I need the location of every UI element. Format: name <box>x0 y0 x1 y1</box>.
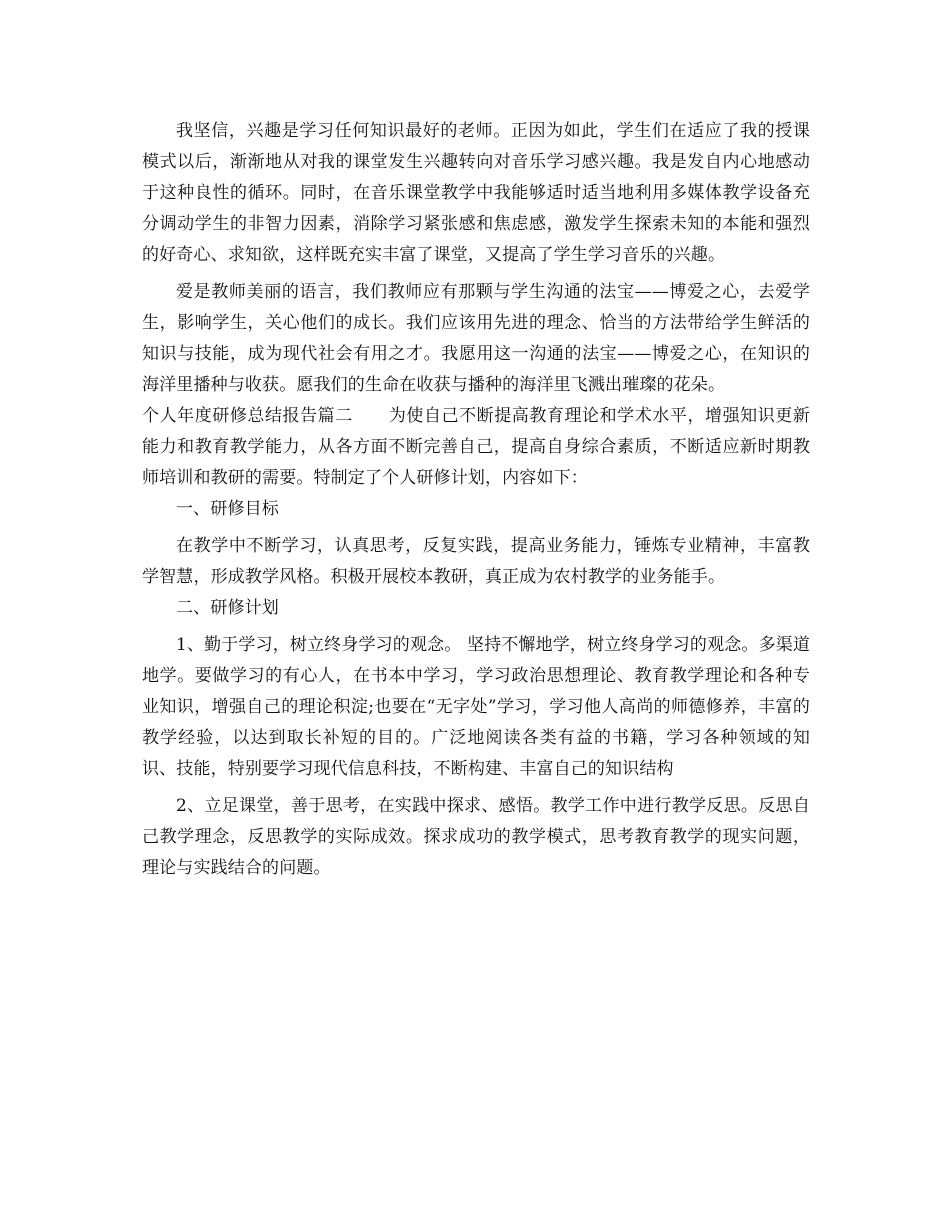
section-body-goals: 在教学中不断学习，认真思考，反复实践，提高业务能力，锤炼专业精神，丰富教学智慧，形成教学风格。积极开展校本教研，真正成为农村教学的业务能手。 <box>142 536 810 587</box>
document-page <box>142 116 810 884</box>
section-heading-goals: 一、研修目标 <box>176 499 279 519</box>
paragraph-love: 爱是教师美丽的语言，我们教师应有那颗与学生沟通的法宝——博爱之心，去爱学生，影响学生，关心他们的成长。我们应该用先进的理念、恰当的方法带给学生鲜活的知识与技能，成为现代社会有用之才。我愿用这一沟通的法宝——博爱之心，在知识的海洋里播种与收获。愿我们的生命在收获与播种的海洋里飞溅出璀璨的花朵。 <box>142 282 810 395</box>
plan-item-2: 2、立足课堂，善于思考，在实践中探求、感悟。教学工作中进行教学反思。反思自己教学理念，反思教学的实际成效。探求成功的教学模式，思考教育教学的现实问题，理论与实践结合的问题。 <box>142 796 810 878</box>
article-title: 个人年度研修总结报告篇二 <box>142 406 353 426</box>
section-heading-plan: 二、研修计划 <box>176 598 279 618</box>
article-intro: 为使自己不断提高教育理论和学术水平，增强知识更新能力和教育教学能力，从各方面不断完善自己，提高自身综合素质，不断适应新时期教师培训和教研的需要。特制定了个人研修计划，内容如下： <box>142 406 810 488</box>
plan-item-1: 1、勤于学习，树立终身学习的观念。 坚持不懈地学，树立终身学习的观念。多渠道地学。要做学习的有心人，在书本中学习，学习政治思想理论、教育教学理论和各种专业知识，增强自己的理论积淀;也要在“无字处”学习，学习他人高尚的师德修养，丰富的教学经验，以达到取长补短的目的。广泛地阅读各类有益的书籍，学习各种领域的知识、技能，特别要学习现代信息科技，不断构建、丰富自己的知识结构 <box>142 635 810 779</box>
paragraph-interest: 我坚信，兴趣是学习任何知识最好的老师。正因为如此，学生们在适应了我的授课模式以后，渐渐地从对我的课堂发生兴趣转向对音乐学习感兴趣。我是发自内心地感动于这种良性的循环。同时，在音乐课堂教学中我能够适时适当地利用多媒体教学设备充分调动学生的非智力因素，消除学习紧张感和焦虑感，激发学生探索未知的本能和强烈的好奇心、求知欲，这样既充实丰富了课堂，又提高了学生学习音乐的兴趣。 <box>142 121 810 265</box>
article-intro-line <box>142 401 810 494</box>
